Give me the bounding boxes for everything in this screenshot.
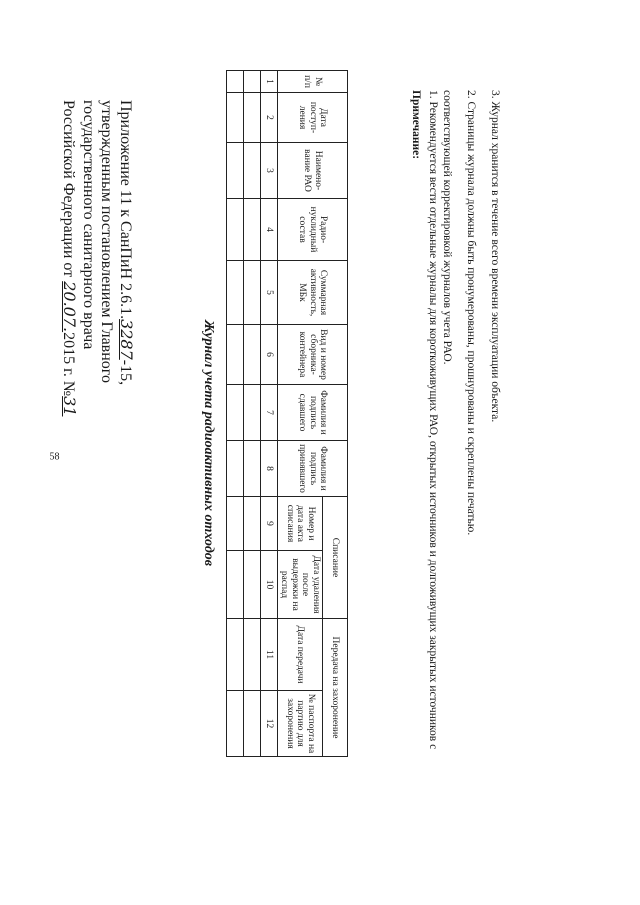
header-transfer-date: Дата передачи [278,619,323,691]
column-number: 10 [261,551,278,619]
appendix-year: 2015 г. № [60,332,78,397]
appendix-date-prefix: Российской Федерации от [60,100,78,278]
table-cell [227,385,244,441]
table-cell [244,441,261,497]
column-number: 3 [261,143,278,199]
notes-heading: Примечание: [410,90,422,160]
table-cell [227,143,244,199]
handwritten-number: 3287 [117,319,136,360]
handwritten-order-number: 31 [60,396,80,417]
note-item-2: 2. Страницы журнала должны быть пронумерованы, прошнурованы и скреплены печатью. [465,90,477,536]
header-container: Вид и номер сборника-контейнера [278,325,348,385]
table-cell [227,691,244,757]
note-item-3: 3. Журнал хранится в течение всего времени эксплуатации объекта. [489,90,501,423]
column-number-row [261,71,278,757]
table-cell [244,199,261,261]
table-cell [244,93,261,143]
appendix-suffix: -15, [117,359,134,386]
appendix-line-3: государственного санитарного врача [80,100,97,350]
header-total-activity: Суммарная активность, МБк [278,261,348,325]
table-cell [227,71,244,93]
table-cell [244,691,261,757]
appendix-header [59,100,135,430]
waste-journal-table [226,70,348,757]
appendix-line-2: утвержденным постановлением Главного [98,100,116,383]
column-number: 9 [261,497,278,551]
table-cell [227,551,244,619]
column-number: 1 [261,71,278,93]
table-cell [244,71,261,93]
table-cell [227,93,244,143]
table-cell [244,143,261,199]
table-cell [227,325,244,385]
header-writeoff-act: Номер и дата акта списания [278,497,323,551]
header-removal-date: Дата удаления после выдержки на распад [278,551,323,619]
table-cell [244,551,261,619]
appendix-ref: Приложение 11 к СанПиН 2.6.1. [117,100,134,320]
column-number: 4 [261,199,278,261]
table-cell [244,619,261,691]
table-cell [227,497,244,551]
note-item-1-continued: соответствующей корректировкой журналов учета РАО. [441,90,453,365]
header-group-transfer: Передача на захоронение [323,619,348,757]
header-receipt-date: Дата поступ-ления [278,93,348,143]
handwritten-date: 20.07. [60,281,80,333]
page-number: 58 [49,451,60,463]
table-cell [244,261,261,325]
table-row [227,71,244,757]
header-rao-name: Наимено-вание РАО [278,143,348,199]
table-cell [244,497,261,551]
header-submitter: Фамилия и подпись сдавшего [278,385,348,441]
column-number: 11 [261,619,278,691]
appendix-line-4 [59,100,79,430]
appendix-line-1 [116,100,136,430]
table-cell [227,199,244,261]
header-receiver: Фамилия и подпись принявшего [278,441,348,497]
note-item-1: 1. Рекомендуется вести отдельные журналы для короткоживущих РАО, открытых источников и долгоживущих закрытых источников с [427,90,439,750]
column-number: 12 [261,691,278,757]
column-number: 8 [261,441,278,497]
table-row [244,71,261,757]
table-cell [227,261,244,325]
column-number: 7 [261,385,278,441]
header-radionuclide-composition: Радио-нуклидный состав [278,199,348,261]
table-cell [227,441,244,497]
column-number: 6 [261,325,278,385]
header-group-writeoff: Списание [323,497,348,619]
table-cell [227,619,244,691]
header-index: № п/п [278,71,348,93]
table-cell [244,325,261,385]
header-passport-number: № паспорта на партию для захоронения [278,691,323,757]
table-cell [244,385,261,441]
column-number: 2 [261,93,278,143]
journal-title: Журнал учета радиоактивных отходов [201,320,216,567]
column-number: 5 [261,261,278,325]
